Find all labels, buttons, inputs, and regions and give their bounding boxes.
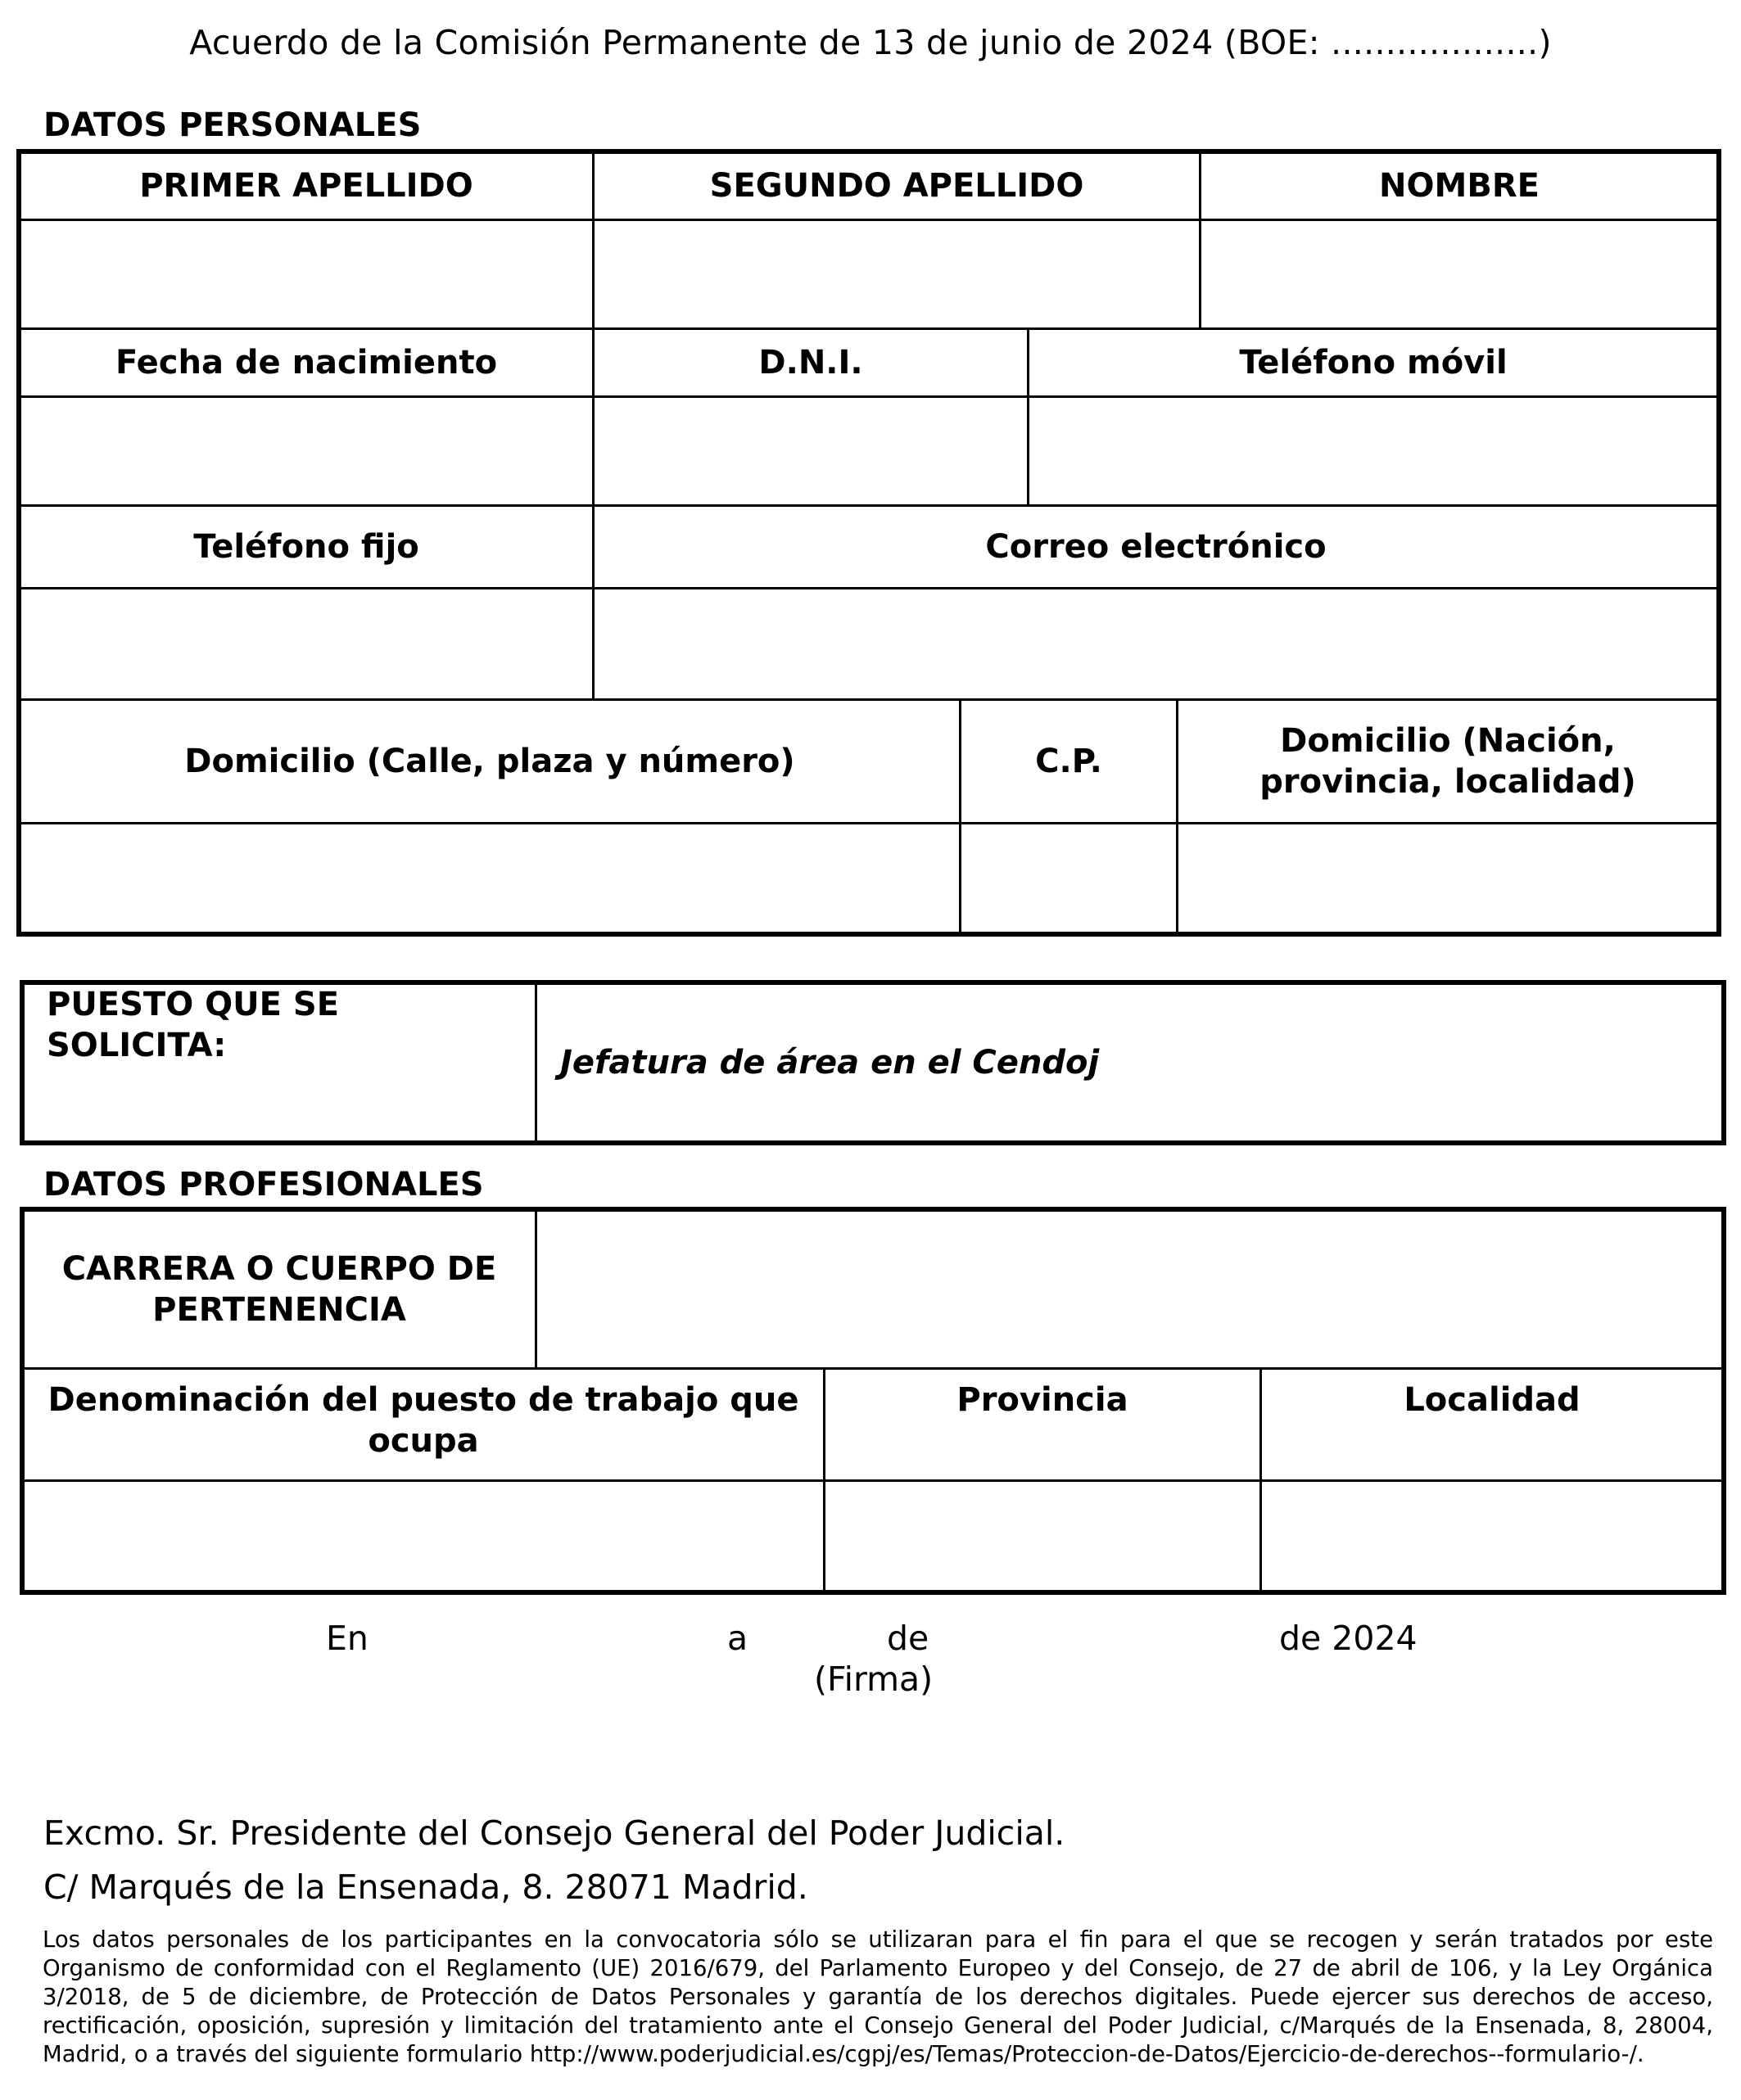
position-box [21,982,1725,1144]
position-label-line1: PUESTO QUE SE [47,986,340,1023]
dni-field[interactable] [592,395,1029,507]
nombre-field[interactable] [1199,219,1720,330]
telefono-movil-field[interactable] [1027,395,1720,507]
header-domicilio-nacion-line2: provincia, localidad) [1259,763,1636,801]
header-provincia: Provincia [823,1367,1262,1482]
header-carrera-cuerpo [21,1208,537,1370]
header-dni: D.N.I. [592,327,1029,398]
legal-notice: Los datos personales de los participantes en la convocatoria sólo se utilizaran para el fin para el que se recogen y serán tratados por este Organismo de conformidad con el Reglamento (UE) 2016/679, del Parlamento Europeo y del Consejo, de 27 de abril de 106, y la Ley Orgánica 3/2018, de 5 de diciembre, de Protección de Datos Personales y garantía de los derechos digitales. Puede ejercer sus derechos de acceso, rectificación, oposición, supresión y limitación del tratamiento ante el Consejo General del Poder Judicial, c/Marqués de la Ensenada, 8, 28004, Madrid, o a través del siguiente formulario http://www.poderjudicial.es/cgpj/es/Temas/Proteccion-de-Datos/Ejercicio-de-derechos--formulario-/. [43,1926,1713,2067]
header-fecha-nacimiento: Fecha de nacimiento [18,327,595,398]
header-denominacion-line1: Denominación del puesto de trabajo que [47,1381,799,1419]
segundo-apellido-field[interactable] [592,219,1201,330]
correo-electronico-field[interactable] [592,587,1720,701]
header-domicilio-nacion [1176,698,1720,824]
header-domicilio-calle: Domicilio (Calle, plaza y número) [18,698,961,824]
header-primer-apellido: PRIMER APELLIDO [18,151,595,221]
position-value: Jefatura de área en el Cendoj [535,982,1725,1144]
carrera-cuerpo-field[interactable] [535,1208,1725,1370]
header-nombre: NOMBRE [1199,151,1720,221]
section-title-personal-data: DATOS PERSONALES [43,106,422,144]
denominacion-puesto-field[interactable] [21,1479,825,1593]
telefono-fijo-field[interactable] [18,587,595,701]
header-segundo-apellido: SEGUNDO APELLIDO [592,151,1201,221]
signature-a: a [727,1619,748,1658]
addressee-line1: Excmo. Sr. Presidente del Consejo General del Poder Judicial. [43,1813,1065,1853]
fecha-nacimiento-field[interactable] [18,395,595,507]
header-telefono-movil: Teléfono móvil [1027,327,1720,398]
domicilio-calle-field[interactable] [18,822,961,935]
signature-year: de 2024 [1279,1619,1418,1658]
header-correo-electronico: Correo electrónico [592,504,1720,589]
header-cp: C.P. [959,698,1178,824]
localidad-field[interactable] [1259,1479,1725,1593]
header-localidad: Localidad [1259,1367,1725,1482]
domicilio-nacion-field[interactable] [1176,822,1720,935]
provincia-field[interactable] [823,1479,1262,1593]
header-telefono-fijo: Teléfono fijo [18,504,595,589]
position-label [21,982,537,1144]
header-denominacion-line2: ocupa [368,1422,479,1460]
signature-en: En [326,1619,369,1658]
personal-data-grid [18,151,1720,935]
header-carrera-line1: CARRERA O CUERPO DE [61,1249,497,1288]
header-denominacion-puesto [21,1367,825,1482]
addressee-line2: C/ Marqués de la Ensenada, 8. 28071 Madrid. [43,1867,808,1907]
professional-data-grid [21,1208,1725,1593]
agreement-header: Acuerdo de la Comisión Permanente de 13 de junio de 2024 (BOE: ...................) [189,23,1552,62]
header-carrera-line2: PERTENENCIA [152,1290,406,1329]
section-title-professional-data: DATOS PROFESIONALES [43,1166,484,1204]
header-domicilio-nacion-line1: Domicilio (Nación, [1280,722,1616,760]
primer-apellido-field[interactable] [18,219,595,330]
cp-field[interactable] [959,822,1178,935]
signature-de: de [887,1619,929,1658]
position-label-line2: SOLICITA: [47,1027,227,1064]
signature-firma: (Firma) [814,1660,934,1699]
